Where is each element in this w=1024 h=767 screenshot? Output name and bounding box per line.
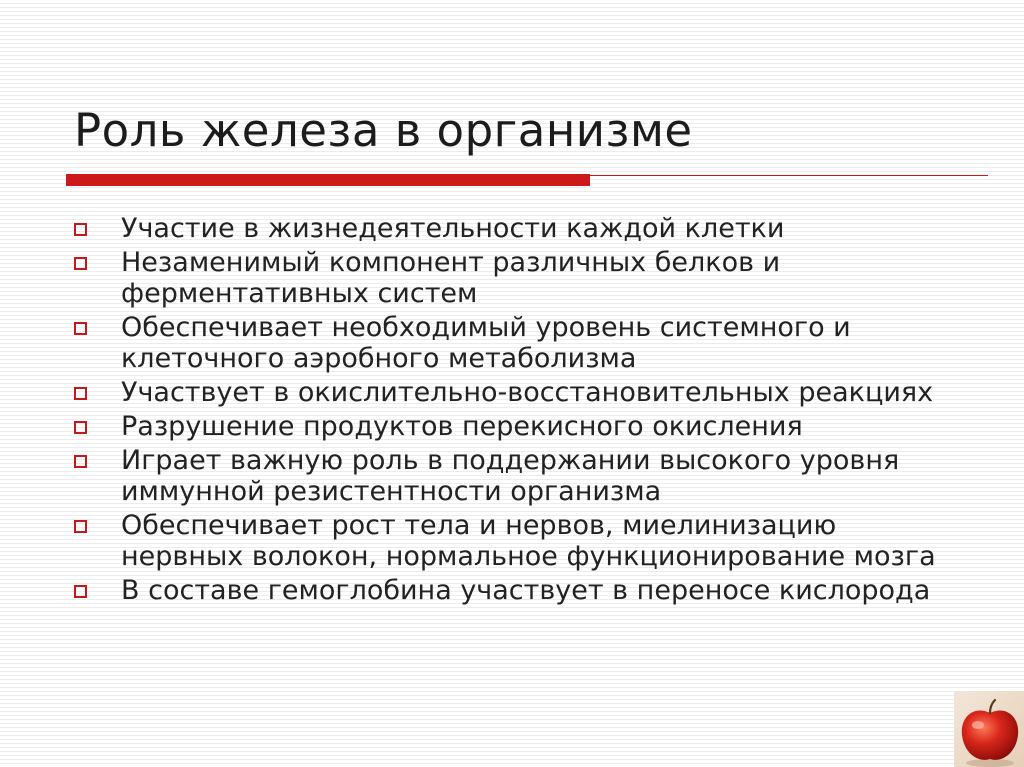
hollow-square-icon — [74, 223, 87, 236]
bullet-item — [74, 312, 964, 374]
bullet-item — [74, 377, 964, 408]
bullet-text: Незаменимый компонент различных белков и ферментативных систем — [121, 247, 781, 309]
bullet-item — [74, 411, 964, 442]
bullet-text: В составе гемоглобина участвует в переносе кислорода — [121, 575, 931, 606]
bullet-item — [74, 445, 964, 507]
apple-graphic — [954, 691, 1024, 767]
bullet-item — [74, 247, 964, 309]
bullet-text: Играет важную роль в поддержании высокого уровня иммунной резистентности организма — [121, 445, 900, 507]
title-underline-thin — [590, 175, 988, 176]
title-underline-thick — [66, 174, 590, 186]
slide-title: Роль железа в организме — [74, 104, 693, 157]
bullet-item — [74, 213, 964, 244]
bullet-text: Участие в жизнедеятельности каждой клетки — [121, 213, 785, 244]
apple-icon — [954, 691, 1024, 767]
hollow-square-icon — [74, 520, 87, 533]
bullet-text: Обеспечивает необходимый уровень системного и клеточного аэробного метаболизма — [121, 312, 851, 374]
bullet-text: Обеспечивает рост тела и нервов, миелинизацию нервных волокон, нормальное функционирование мозга — [121, 510, 936, 572]
hollow-square-icon — [74, 585, 87, 598]
hollow-square-icon — [74, 257, 87, 270]
bullet-item — [74, 510, 964, 572]
bullet-item — [74, 575, 964, 606]
bullet-list — [74, 213, 964, 609]
hollow-square-icon — [74, 455, 87, 468]
bullet-text: Участвует в окислительно-восстановительных реакциях — [121, 377, 934, 408]
bullet-text: Разрушение продуктов перекисного окисления — [121, 411, 803, 442]
hollow-square-icon — [74, 387, 87, 400]
hollow-square-icon — [74, 421, 87, 434]
hollow-square-icon — [74, 322, 87, 335]
